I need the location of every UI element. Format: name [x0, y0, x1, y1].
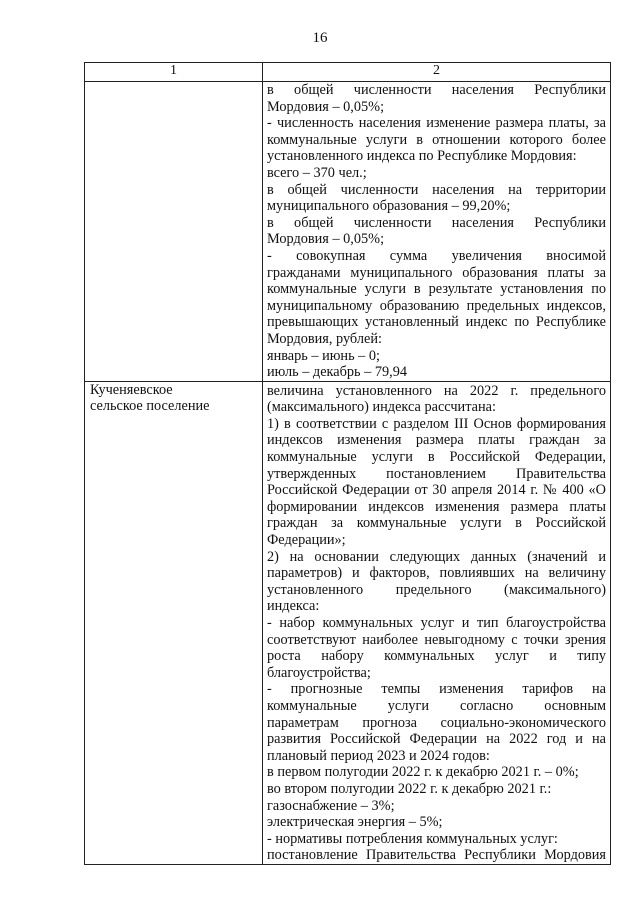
text-line: благоустройства;: [267, 664, 371, 681]
text-line: граждан за коммунальные услуги в Российской: [267, 515, 606, 532]
text-line: коммунальные услуги в результате установления по: [267, 281, 606, 298]
text-line: развития Российской Федерации на 2022 год и на: [267, 731, 606, 748]
text-line: Российской Федерации от 30 апреля 2014 г. № 400 «О: [267, 482, 606, 499]
text-line: Федерации»;: [267, 532, 346, 549]
text-line: в общей численности населения Республики: [267, 214, 606, 231]
table-row: [85, 381, 611, 864]
text-line: Мордовия – 0,05%;: [267, 231, 385, 248]
text-line: роста набору коммунальных услуг и типу: [267, 648, 606, 665]
text-line: параметрам прогноза социально-экономического: [267, 714, 606, 731]
column-header-2: 2: [263, 63, 611, 82]
text-line: 2) на основании следующих данных (значений и: [267, 548, 606, 565]
text-line: превышающих установленный индекс по Республике: [267, 314, 606, 331]
text-line: - нормативы потребления коммунальных услуг:: [267, 830, 558, 847]
indicator-text-cell: [263, 82, 611, 382]
text-line: (максимального) индекса рассчитана:: [267, 399, 496, 416]
text-line: - прогнозные темпы изменения тарифов на: [267, 681, 606, 698]
text-line: установленного предельного (максимального): [267, 581, 606, 598]
data-table: [84, 62, 611, 865]
text-line: коммунальные услуги согласно основным: [267, 697, 606, 714]
text-line: в первом полугодии 2022 г. к декабрю 2021 г. – 0%;: [267, 764, 579, 781]
text-line: в общей численности населения Республики: [267, 82, 606, 98]
text-line: 1) в соответствии с разделом III Основ формирования: [267, 415, 606, 432]
settlement-name-line: Кученяевское: [90, 381, 173, 398]
settlement-name-cell: [85, 82, 263, 382]
text-line: коммунальные услуги в отношении которого более: [267, 131, 606, 148]
text-line: всего – 370 чел.;: [267, 164, 367, 181]
indicator-text-cell: [263, 381, 611, 864]
text-line: - численность населения изменение размера платы, за: [267, 115, 606, 132]
text-line: Мордовия, рублей:: [267, 330, 382, 347]
text-line: - набор коммунальных услуг и тип благоустройства: [267, 615, 606, 631]
text-line: - совокупная сумма увеличения вносимой: [267, 247, 606, 264]
table-header-row: [85, 63, 611, 82]
text-line: коммунальные услуги в Российской Федерации,: [267, 449, 606, 466]
text-line: Мордовия – 0,05%;: [267, 98, 385, 115]
text-line: утвержденных постановлением Правительства: [267, 465, 606, 482]
text-line: газоснабжение – 3%;: [267, 797, 395, 814]
text-line: плановый период 2023 и 2024 годов:: [267, 747, 490, 764]
text-line: муниципальному образованию предельных индексов,: [267, 297, 606, 314]
text-line: параметров) и факторов, повлиявших на величину: [267, 565, 606, 582]
table-row: [85, 82, 611, 382]
text-line: июль – декабрь – 79,94: [267, 364, 408, 381]
text-line: индексов изменения размера платы граждан за: [267, 432, 606, 449]
column-header-1: 1: [85, 63, 263, 82]
settlement-name-cell: [85, 381, 263, 864]
text-line: величина установленного на 2022 г. предельного: [267, 382, 606, 399]
text-line: формировании индексов изменения размера платы: [267, 498, 606, 515]
text-line: в общей численности населения на территории: [267, 181, 606, 198]
text-line: соответствуют наиболее невыгодному с точки зрения: [267, 631, 606, 648]
text-line: январь – июнь – 0;: [267, 347, 381, 364]
text-line: индекса:: [267, 598, 320, 615]
text-line: постановление Правительства Республики Мордовия: [267, 847, 606, 864]
text-line: установленного индекса по Республике Мордовия:: [267, 148, 577, 165]
text-line: электрическая энергия – 5%;: [267, 814, 443, 831]
settlement-name-line: сельское поселение: [90, 398, 210, 415]
page-number: 16: [312, 30, 328, 46]
text-line: во втором полугодии 2022 г. к декабрю 2021 г.:: [267, 780, 552, 797]
text-line: гражданами муниципального образования платы за: [267, 264, 606, 281]
text-line: муниципального образования – 99,20%;: [267, 198, 511, 215]
